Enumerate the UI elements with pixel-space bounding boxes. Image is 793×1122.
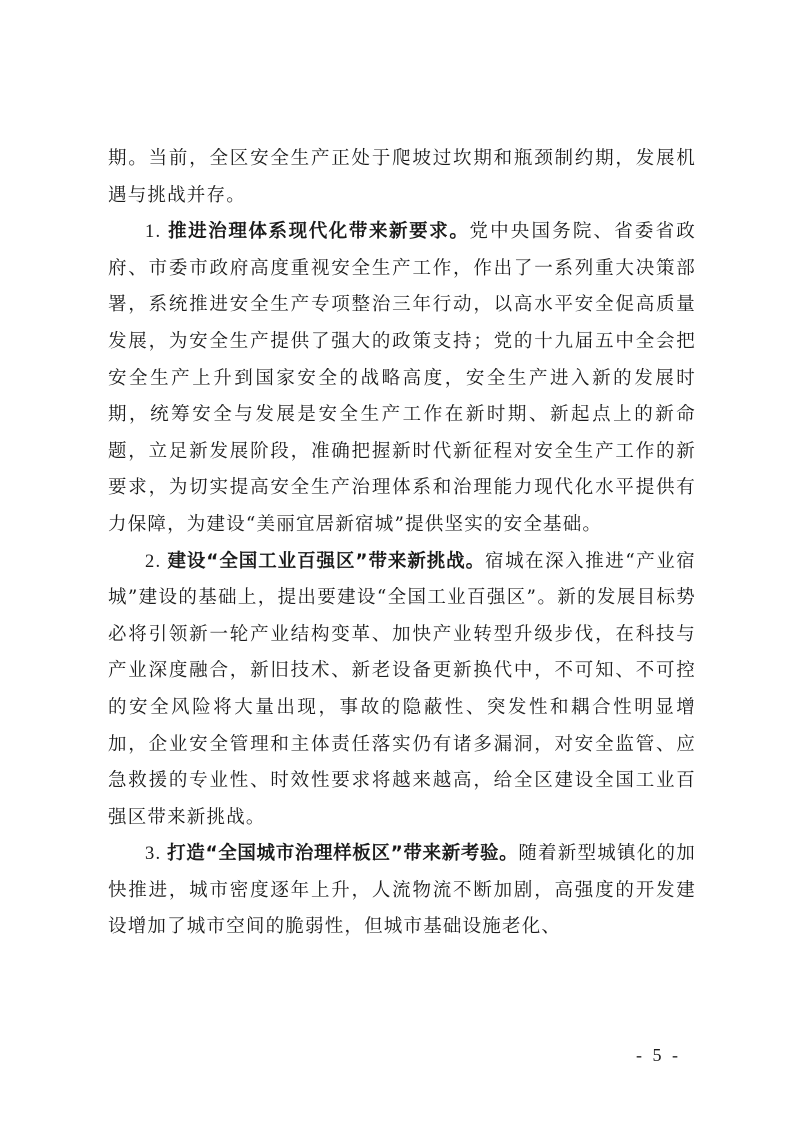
page-number: - 5 - [636,1045,681,1065]
paragraph-2-text: 宿城在深入推进“产业宿城”建设的基础上，提出要建设“全国工业百强区”。新的发展目标势必将引领新一轮产业结构变革、加快产业转型升级步伐，在科技与产业深度融合，新旧技术、新老设备更新换代中，不可知、不可控的安全风险将大量出现，事故的隐蔽性、突发性和耦合性明显增加，企业安全管理和主体责任落实仍有诸多漏洞，对安全监管、应急救援的专业性、时效性要求将越来越高，给全区建设全国工业百强区带来新挑战。 [108,550,696,828]
paragraph-intro [108,141,696,214]
paragraph-3-number: 3. [145,844,168,865]
paragraph-1-heading: 推进治理体系现代化带来新要求。 [168,221,470,243]
paragraph-3-heading: 打造“全国城市治理样板区”带来新考验。 [167,843,519,865]
paragraph-1-text: 党中央国务院、省委省政府、市委市政府高度重视安全生产工作，作出了一系列重大决策部署，系统推进安全生产专项整治三年行动，以高水平安全促高质量发展，为安全生产提供了强大的政策支持；党的十九届五中全会把安全生产上升到国家安全的战略高度，安全生产进入新的发展时期，统筹安全与发展是安全生产工作在新时期、新起点上的新命题，立足新发展阶段，准确把握新时代新征程对安全生产工作的新要求，为切实提高安全生产治理体系和治理能力现代化水平提供有力保障，为建设“美丽宜居新宿城”提供坚实的安全基础。 [108,221,696,535]
paragraph-3-text: 随着新型城镇化的加快推进，城市密度逐年上升，人流物流不断加剧，高强度的开发建设增加了城市空间的脆弱性，但城市基础设施老化、 [108,843,697,938]
paragraph-1 [108,214,696,543]
paragraph-1-number: 1. [145,222,169,243]
paragraph-intro-text: 期。当前，全区安全生产正处于爬坡过坎期和瓶颈制约期，发展机遇与挑战并存。 [108,148,696,206]
paragraph-3 [108,836,696,946]
paragraph-2-number: 2. [145,551,168,572]
paragraph-2-heading: 建设“全国工业百强区”带来新挑战。 [167,550,486,572]
document-body [108,141,696,946]
paragraph-2 [108,544,696,837]
